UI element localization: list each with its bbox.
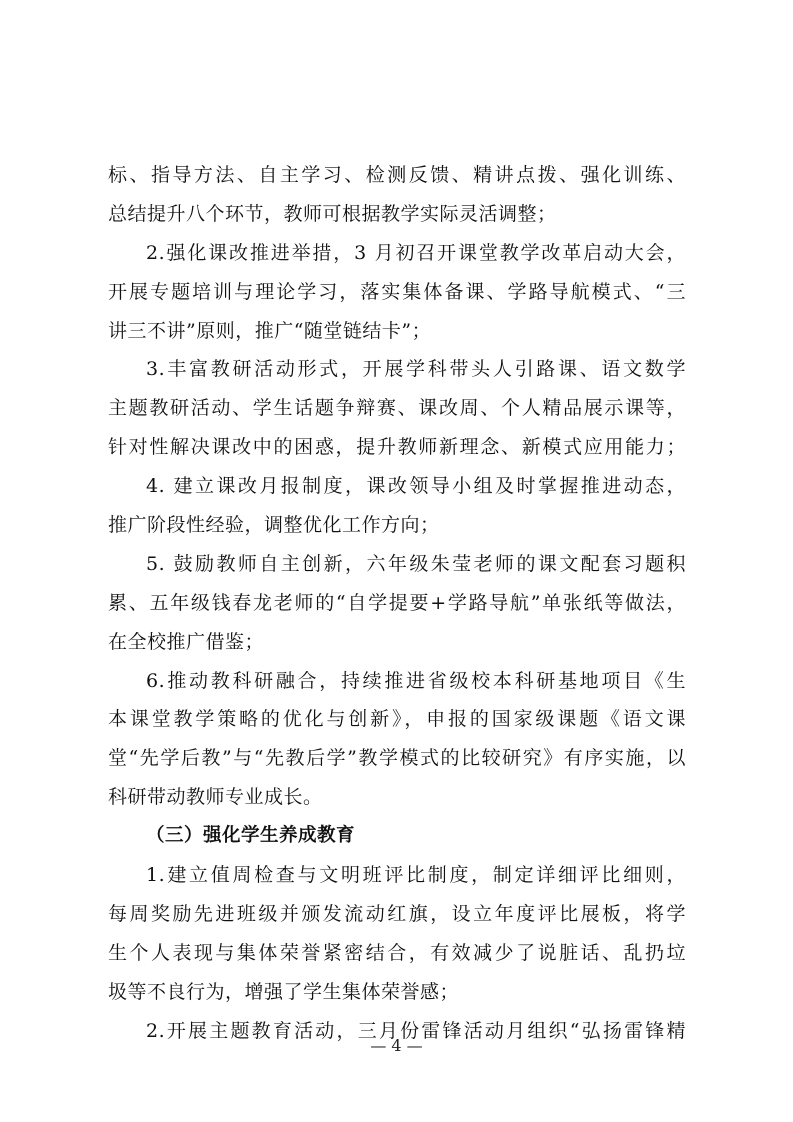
body-line: 1.建立值周检查与文明班评比制度，制定详细评比细则， [146,864,686,887]
page-number: — 4 — [370,1036,423,1055]
body-line: 主题教研活动、学生话题争辩赛、课改周、个人精品展示课等， [108,397,686,420]
body-line: 针对性解决课改中的困惑，提升教师新理念、新模式应用能力； [108,436,686,459]
body-line: 5. 鼓励教师自主创新，六年级朱莹老师的课文配套习题积 [146,552,686,575]
body-line: 标、指导方法、自主学习、检测反馈、精讲点拨、强化训练、 [108,164,686,186]
body-line: 科研带动教师专业成长。 [108,786,323,809]
body-line: 总结提升八个环节，教师可根据教学实际灵活调整； [108,202,557,225]
section-heading: （三）强化学生养成教育 [146,825,356,847]
body-line: 累、五年级钱春龙老师的“自学提要+学路导航”单张纸等做法， [108,591,686,614]
body-line: 本课堂教学策略的优化与创新》，申报的国家级课题《语文课 [108,708,686,731]
document-body [108,156,686,1050]
body-line: 在全校推广借鉴； [108,630,265,653]
body-line: 每周奖励先进班级并颁发流动红旗，设立年度评比展板，将学 [108,902,686,925]
body-line: 4. 建立课改月报制度，课改领导小组及时掌握推进动态， [146,475,686,498]
body-line: 3.丰富教研活动形式，开展学科带头人引路课、语文数学 [146,358,686,381]
body-line: 推广阶段性经验，调整优化工作方向； [108,514,440,537]
body-line: 6.推动教科研融合，持续推进省级校本科研基地项目《生 [146,669,686,692]
body-line: 堂“先学后教”与“先教后学”教学模式的比较研究》有序实施，以 [108,747,686,770]
body-line: 讲三不讲”原则，推广“随堂链结卡”； [108,319,432,342]
body-line: 开展专题培训与理论学习，落实集体备课、学路导航模式、“三 [108,280,686,303]
body-line: 圾等不良行为，增强了学生集体荣誉感； [108,980,460,1003]
body-line: 生个人表现与集体荣誉紧密结合，有效减少了说脏话、乱扔垃 [108,941,686,964]
body-line: 2.强化课改推进举措，3 月初召开课堂教学改革启动大会， [146,241,686,264]
body-line: 2.开展主题教育活动，三月份雷锋活动月组织“弘扬雷锋精 [146,1019,686,1042]
